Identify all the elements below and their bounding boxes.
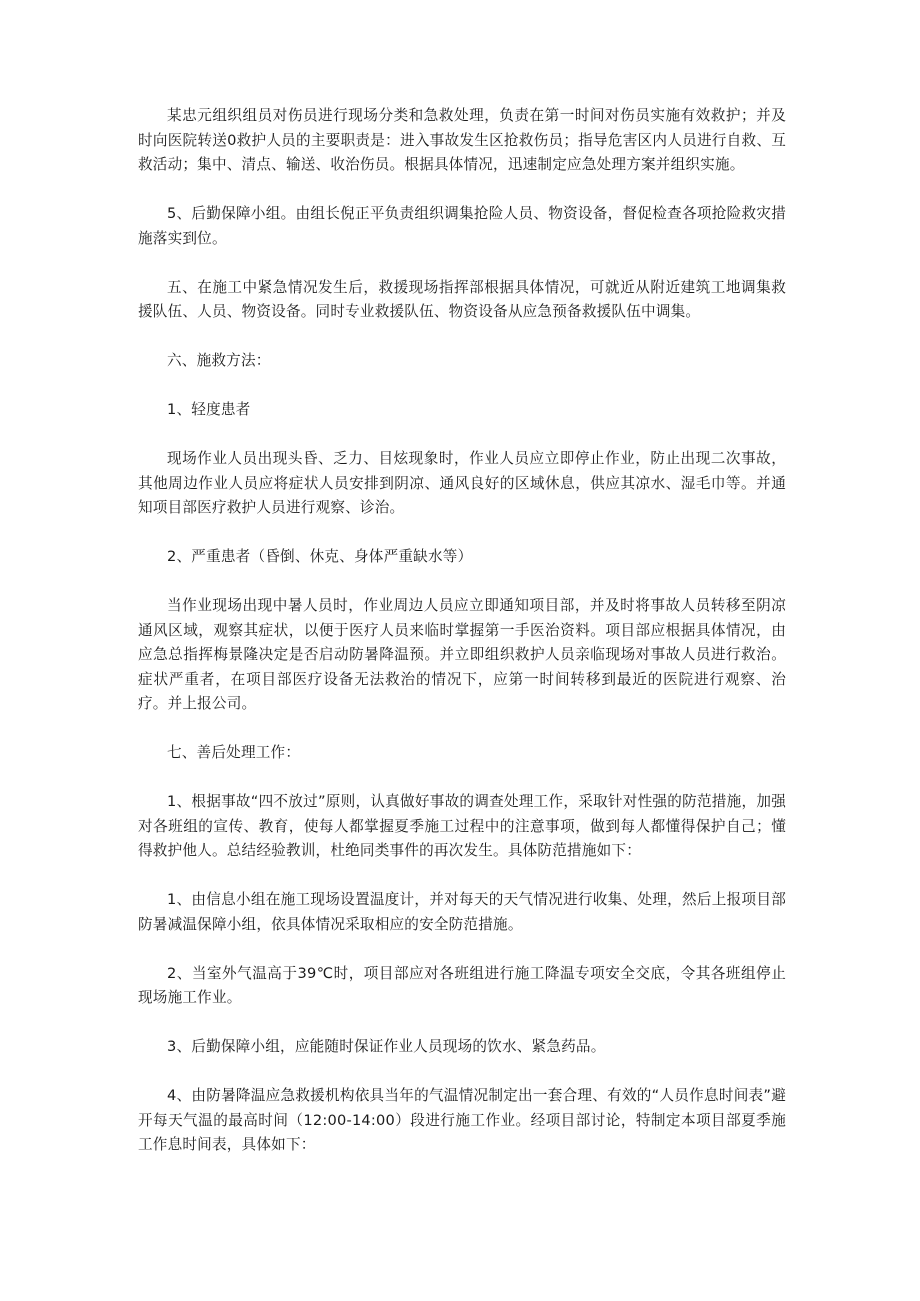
paragraph-four-not-let-go: 1、根据事故“四不放过”原则，认真做好事故的调查处理工作，采取针对性强的防范措施，加强对各班组的宣传、教育，使每人都掌握夏季施工过程中的注意事项，做到每人都懂得保护自己；懂得救护他人。总结经验教训，杜绝同类事件的再次发生。具体防范措施如下： bbox=[138, 793, 786, 859]
paragraph-measure-logistics: 3、后勤保障小组，应能随时保证作业人员现场的饮水、紧急药品。 bbox=[167, 1038, 606, 1055]
paragraph-mild-patients: 现场作业人员出现头昏、乏力、目炫现象时，作业人员应立即停止作业，防止出现二次事故，其他周边作业人员应将症状人员安排到阴凉、通风良好的区域休息，供应其凉水、湿毛巾等。并通知项目部医疗救护人员进行观察、诊治。 bbox=[138, 450, 786, 516]
paragraph-rescue-group-duties: 某忠元组织组员对伤员进行现场分类和急救处理，负责在第一时间对伤员实施有效救护；并及时向医院转送0救护人员的主要职责是：进入事故发生区抢救伤员；指导危害区内人员进行自救、互救活动；集中、清点、输送、收治伤员。根据具体情况，迅速制定应急处理方案并组织实施。 bbox=[138, 107, 786, 173]
paragraph-severe-patients: 当作业现场出现中暑人员时，作业周边人员应立即通知项目部，并及时将事故人员转移至阴凉通风区域，观察其症状，以便于医疗人员来临时掌握第一手医治资料。项目部应根据具体情况，由应急总指挥梅景隆决定是否启动防暑降温预。并立即组织救护人员亲临现场对事故人员进行救治。症状严重者，在项目部医疗设备无法救治的情况下，应第一时间转移到最近的医院进行观察、治疗。并上报公司。 bbox=[138, 597, 786, 712]
heading-section-seven: 七、善后处理工作： bbox=[167, 744, 301, 761]
document-body bbox=[138, 104, 786, 1182]
heading-severe-patients: 2、严重患者（昏倒、休克、身体严重缺水等） bbox=[167, 548, 473, 565]
paragraph-measure-schedule: 4、由防暑降温应急救援机构依具当年的气温情况制定出一套合理、有效的“人员作息时间表”避开每天气温的最高时间（12:00-14:00）段进行施工作业。经项目部讨论，特制定本项目部夏季施工作息时间表，具体如下： bbox=[138, 1087, 786, 1153]
paragraph-measure-temperature: 2、当室外气温高于39℃时，项目部应对各班组进行施工降温专项安全交底，令其各班组停止现场施工作业。 bbox=[138, 964, 786, 1006]
paragraph-logistics-group: 5、后勤保障小组。由组长倪正平负责组织调集抢险人员、物资设备，督促检查各项抢险救灾措施落实到位。 bbox=[138, 205, 786, 247]
heading-section-six: 六、施救方法： bbox=[167, 352, 271, 369]
paragraph-measure-thermometer: 1、由信息小组在施工现场设置温度计，并对每天的天气情况进行收集、处理，然后上报项目部防暑减温保障小组，依具体情况采取相应的安全防范措施。 bbox=[138, 891, 786, 933]
paragraph-section-five: 五、在施工中紧急情况发生后，救援现场指挥部根据具体情况，可就近从附近建筑工地调集救援队伍、人员、物资设备。同时专业救援队伍、物资设备从应急预备救援队伍中调集。 bbox=[138, 278, 786, 320]
heading-mild-patients: 1、轻度患者 bbox=[167, 401, 251, 418]
